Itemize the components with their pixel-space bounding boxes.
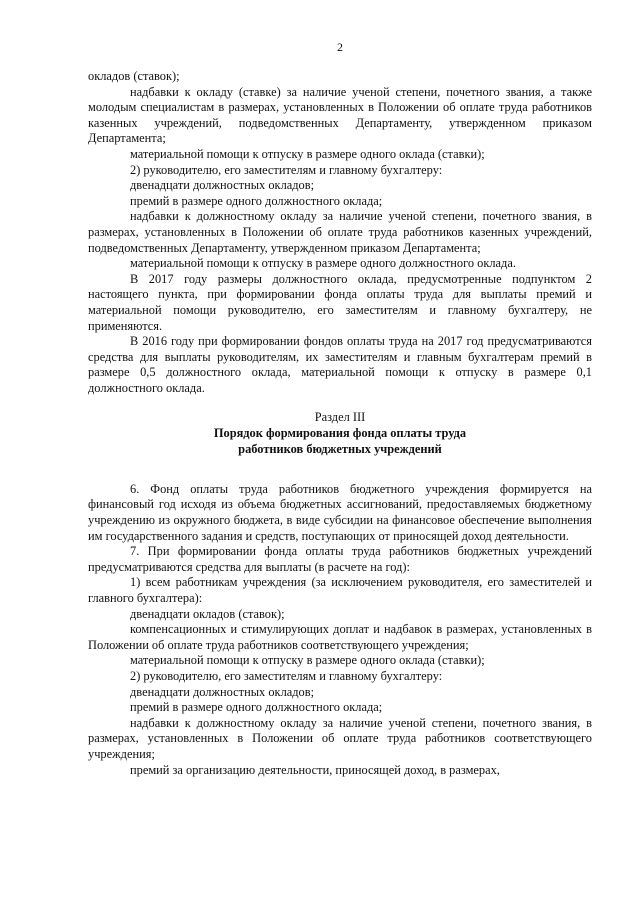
section-title-line2: работников бюджетных учреждений <box>238 442 442 457</box>
section-label: Раздел III <box>314 410 366 425</box>
paragraph: материальной помощи к отпуску в размере одного оклада (ставки); <box>130 653 485 668</box>
paragraph: премий за организацию деятельности, приносящей доход, в размерах, <box>130 762 500 777</box>
paragraph: В 2017 году размеры должностного оклада, предусмотренные подпунктом 2 настоящего пункта, при формировании фонда оплаты труда для выплаты премий и материальной помощи руководителю, его заместителям и главному бухгалтеру, не применяются. <box>88 271 592 333</box>
paragraph: компенсационных и стимулирующих доплат и надбавок в размерах, установленных в Положении об оплате труда работников соответствующего учреждения; <box>88 622 592 652</box>
paragraph: 7. При формировании фонда оплаты труда работников бюджетных учреждений предусматриваются средства для выплаты (в расчете на год): <box>88 544 592 574</box>
paragraph: 1) всем работникам учреждения (за исключением руководителя, его заместителей и главного бухгалтера): <box>88 575 592 606</box>
paragraph: надбавки к должностному окладу за наличие ученой степени, почетного звания, в размерах, установленных в Положении об оплате труда работников казенных учреждений, подведомственных Департаменту, утвержденном приказом Департамента; <box>88 209 592 255</box>
text-block-bottom <box>88 482 592 778</box>
paragraph: премий в размере одного должностного оклада; <box>130 193 383 208</box>
paragraph: окладов (ставок); <box>88 69 180 83</box>
paragraph: В 2016 году при формировании фондов оплаты труда на 2017 год предусматриваются средства для выплаты руководителям, их заместителям и главным бухгалтерам премий в размере 0,5 должностного оклада, материальной помощи к отпуску в размере 0,1 должностного оклада. <box>88 334 592 395</box>
paragraph: материальной помощи к отпуску в размере одного оклада (ставки); <box>130 146 485 161</box>
paragraph: надбавки к должностному окладу за наличие ученой степени, почетного звания, в размерах, установленных в Положении об оплате труда работников соответствующего учреждения; <box>88 715 592 761</box>
paragraph: двенадцати окладов (ставок); <box>130 606 285 621</box>
section-heading <box>88 410 592 457</box>
paragraph: 2) руководителю, его заместителям и главному бухгалтеру: <box>130 162 443 177</box>
paragraph: 2) руководителю, его заместителям и главному бухгалтеру: <box>130 668 443 683</box>
text-block-top <box>88 69 592 396</box>
section-title-line1: Порядок формирования фонда оплаты труда <box>213 426 467 441</box>
page-number: 2 <box>337 40 343 54</box>
paragraph: премий в размере одного должностного оклада; <box>130 700 383 715</box>
paragraph: 6. Фонд оплаты труда работников бюджетного учреждения формируется на финансовый год исходя из объема бюджетных ассигнований, предоставляемых бюджетному учреждению из окружного бюджета, в виде субсидии на финансовое обеспечение выполнения им государственного задания и средств, поступающих от приносящей доход деятельности. <box>88 481 592 543</box>
paragraph: двенадцати должностных окладов; <box>130 684 315 699</box>
paragraph: надбавки к окладу (ставке) за наличие ученой степени, почетного звания, а также молодым специалистам в размерах, установленных в Положении об оплате труда работников казенных учреждений, подведомственных Департаменту, утвержденном приказом Департамента; <box>88 84 592 146</box>
paragraph: двенадцати должностных окладов; <box>130 178 315 193</box>
paragraph: материальной помощи к отпуску в размере одного должностного оклада. <box>130 256 516 271</box>
